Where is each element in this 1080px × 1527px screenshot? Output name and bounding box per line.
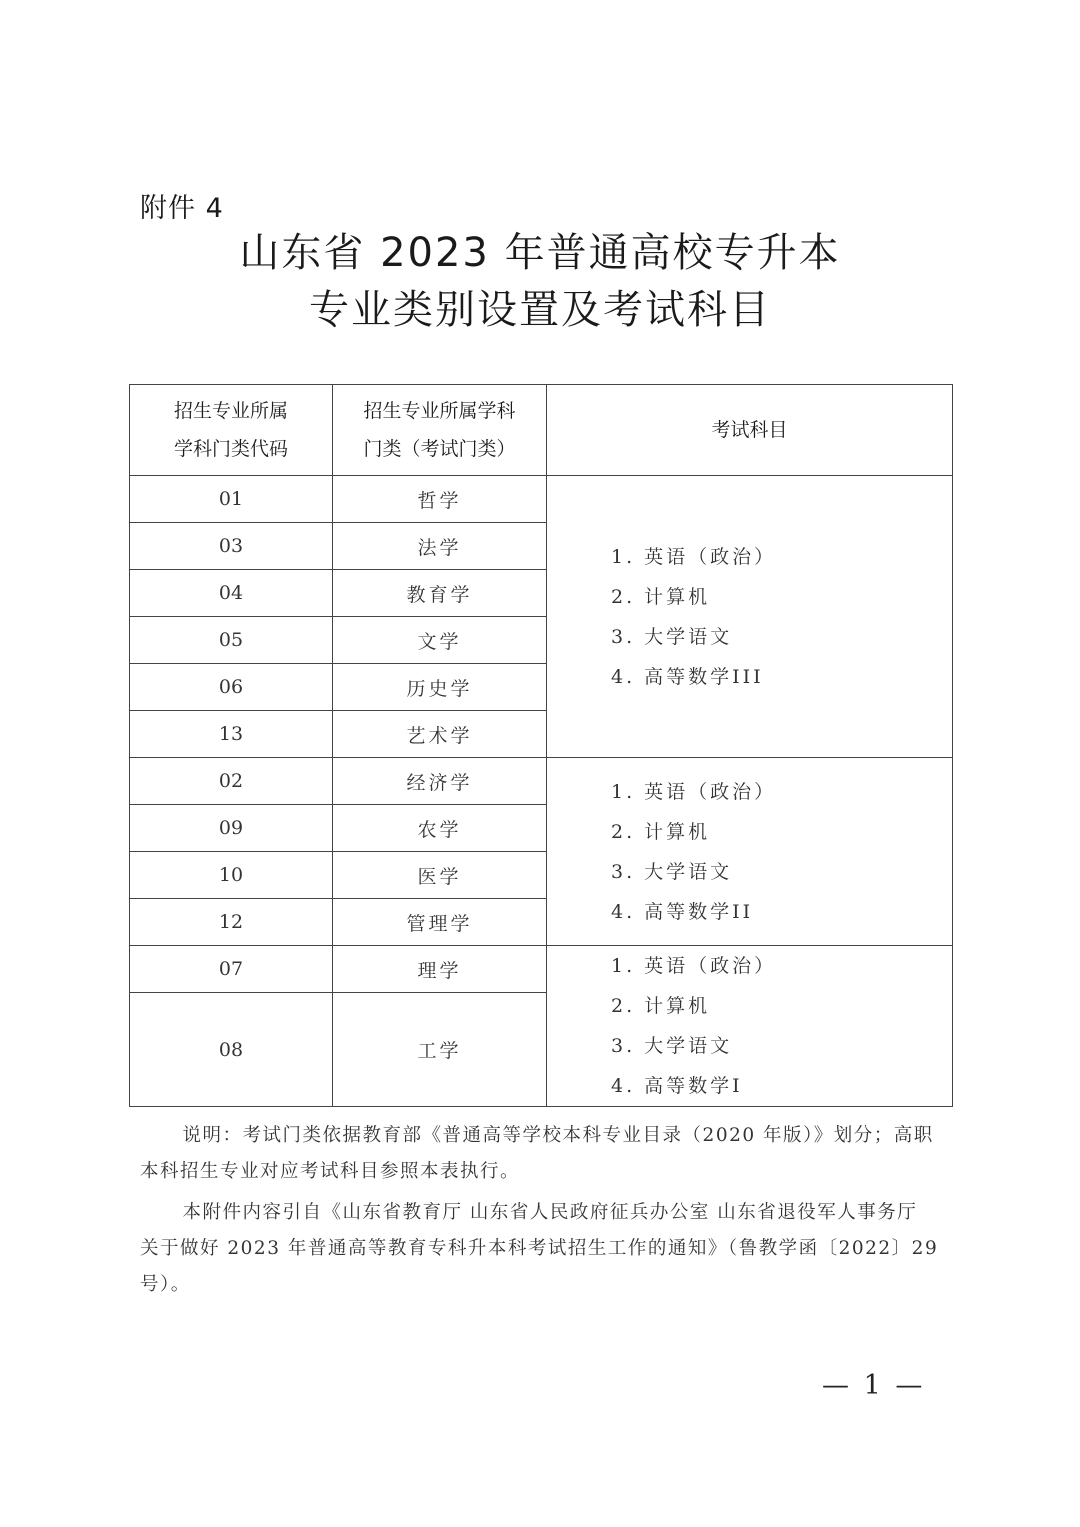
- subject-item: 1. 英语（政治）: [611, 780, 777, 803]
- subject-item: 3. 大学语文: [611, 625, 733, 648]
- explanation-text: 说明：考试门类依据教育部《普通高等学校本科专业目录（2020 年版）》划分；高职本科招生专业对应考试科目参照本表执行。: [140, 1125, 934, 1182]
- category-cell: 历史学: [333, 664, 547, 711]
- table-row: [130, 476, 953, 523]
- category-cell: 医学: [333, 852, 547, 899]
- source-text: 本附件内容引自《山东省教育厅 山东省人民政府征兵办公室 山东省退役军人事务厅 关于做好 2023 年普通高等教育专科升本科考试招生工作的通知》（鲁教学函〔2022〕29 号）。: [140, 1202, 939, 1295]
- subject-item: 4. 高等数学III: [611, 665, 764, 688]
- subject-item: 1. 英语（政治）: [611, 955, 777, 977]
- subject-item: 3. 大学语文: [611, 1035, 733, 1057]
- category-cell: 农学: [333, 805, 547, 852]
- source-note: [140, 1195, 942, 1303]
- header-code-line2: 学科门类代码: [173, 438, 288, 460]
- page-title-line1: 山东省 2023 年普通高校专升本: [239, 230, 841, 276]
- subject-item: 2. 计算机: [611, 820, 711, 843]
- explanation-note: [140, 1118, 942, 1190]
- table-row: [130, 758, 953, 805]
- code-cell: 05: [130, 617, 333, 664]
- subjects-cell: [547, 946, 953, 1107]
- category-cell: 艺术学: [333, 711, 547, 758]
- subject-item: 2. 计算机: [611, 585, 711, 608]
- category-cell: 管理学: [333, 899, 547, 946]
- subjects-cell: [547, 476, 953, 758]
- page-number: — 1 —: [822, 1370, 926, 1401]
- table-row: [130, 946, 953, 993]
- subject-item: 3. 大学语文: [611, 860, 733, 883]
- subject-item: 4. 高等数学I: [611, 1075, 743, 1097]
- page-title-line2: 专业类别设置及考试科目: [309, 287, 771, 333]
- table-header-row: [130, 385, 953, 476]
- code-cell: 10: [130, 852, 333, 899]
- attachment-label: 附件 4: [140, 193, 224, 224]
- code-cell: 03: [130, 523, 333, 570]
- code-cell: 12: [130, 899, 333, 946]
- category-cell: 法学: [333, 523, 547, 570]
- code-cell: 09: [130, 805, 333, 852]
- category-cell: 哲学: [333, 476, 547, 523]
- code-cell: 06: [130, 664, 333, 711]
- subjects-cell: [547, 758, 953, 946]
- header-code-line1: 招生专业所属: [173, 400, 288, 422]
- category-cell: 文学: [333, 617, 547, 664]
- category-cell: 工学: [333, 993, 547, 1107]
- header-code: [130, 385, 333, 476]
- header-category-line1: 招生专业所属学科: [363, 400, 516, 422]
- code-cell: 13: [130, 711, 333, 758]
- major-category-table: [129, 384, 953, 1107]
- subject-item: 1. 英语（政治）: [611, 545, 777, 568]
- header-category-line2: 门类（考试门类）: [363, 438, 516, 460]
- category-cell: 教育学: [333, 570, 547, 617]
- header-subjects: 考试科目: [547, 385, 953, 476]
- code-cell: 01: [130, 476, 333, 523]
- code-cell: 07: [130, 946, 333, 993]
- category-cell: 理学: [333, 946, 547, 993]
- code-cell: 02: [130, 758, 333, 805]
- code-cell: 04: [130, 570, 333, 617]
- subject-item: 2. 计算机: [611, 995, 711, 1017]
- header-category: [333, 385, 547, 476]
- code-cell: 08: [130, 993, 333, 1107]
- subject-item: 4. 高等数学II: [611, 900, 754, 923]
- category-cell: 经济学: [333, 758, 547, 805]
